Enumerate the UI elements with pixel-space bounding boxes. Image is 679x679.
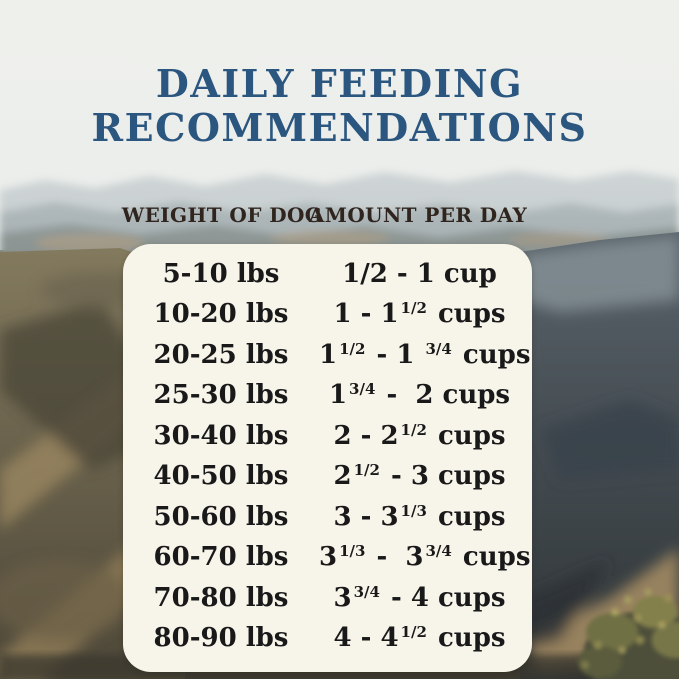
weight-cell: 50-60 lbs (153, 501, 289, 532)
table-row (123, 381, 520, 411)
fraction-superscript: 1/2 (400, 420, 427, 439)
table-row (123, 300, 520, 330)
amount-text: 1 (328, 380, 348, 411)
amount-text: 3 (333, 582, 352, 613)
amount-text: - 3 cups (381, 461, 506, 492)
amount-text: 1/2 - 1 cup (342, 258, 497, 289)
column-headers (0, 203, 679, 229)
amount-text: cups (428, 420, 506, 451)
fraction-superscript: 1/3 (339, 542, 366, 561)
amount-cell (319, 503, 520, 533)
amount-text: - 1 (367, 339, 424, 370)
table-row (123, 584, 520, 614)
amount-text: 4 - 4 (333, 623, 399, 654)
amount-cell (319, 260, 520, 290)
weight-cell: 10-20 lbs (153, 299, 289, 330)
amount-cell (319, 341, 530, 371)
fraction-superscript: 3/4 (353, 582, 380, 601)
amount-text: 1 (319, 339, 338, 370)
amount-text: cups (428, 501, 506, 532)
amount-text: - 3 (367, 542, 424, 573)
table-row (123, 339, 531, 371)
weight-cell: 30-40 lbs (153, 420, 289, 451)
fraction-superscript: 3/4 (425, 542, 452, 561)
column-header-amount: AMOUNT PER DAY (308, 203, 528, 227)
amount-text: cups (428, 299, 506, 330)
amount-cell (319, 624, 520, 654)
amount-cell (319, 381, 520, 411)
amount-cell (319, 584, 520, 614)
weight-cell: 40-50 lbs (153, 461, 289, 492)
fraction-superscript: 1/2 (339, 339, 366, 358)
table-row (123, 542, 531, 573)
amount-text: 2 - 2 (333, 420, 399, 451)
amount-text: - 2 cups (377, 380, 511, 411)
title-line-2: RECOMMENDATIONS (91, 104, 588, 150)
weight-cell: 80-90 lbs (153, 623, 289, 654)
amount-text: - 4 cups (381, 582, 506, 613)
amount-text: cups (428, 623, 506, 654)
page-title (0, 62, 679, 149)
weight-cell: 5-10 lbs (162, 258, 280, 289)
amount-text: 1 - 1 (333, 299, 399, 330)
amount-text: cups (453, 339, 531, 370)
amount-cell (319, 462, 520, 492)
amount-cell (319, 422, 520, 452)
title-line-1: DAILY FEEDING (155, 61, 524, 106)
amount-text: cups (453, 542, 531, 573)
weight-cell: 20-25 lbs (153, 339, 289, 370)
table-row (123, 422, 520, 452)
weight-cell: 70-80 lbs (153, 582, 289, 613)
table-row (123, 503, 520, 533)
column-header-weight: WEIGHT OF DOG (121, 203, 323, 227)
amount-cell (319, 543, 530, 573)
feeding-table (123, 244, 532, 672)
fraction-superscript: 3/4 (425, 339, 452, 358)
amount-text: 3 (319, 542, 338, 573)
weight-cell: 25-30 lbs (153, 380, 289, 411)
fraction-superscript: 1/3 (400, 501, 427, 520)
weight-cell: 60-70 lbs (153, 542, 289, 573)
fraction-superscript: 3/4 (349, 380, 376, 399)
amount-text: 2 (333, 461, 352, 492)
amount-cell (319, 300, 520, 330)
table-row (123, 260, 520, 290)
fraction-superscript: 1/2 (400, 623, 427, 642)
fraction-superscript: 1/2 (353, 461, 380, 480)
table-row (123, 624, 520, 654)
table-row (123, 462, 520, 492)
amount-text: 3 - 3 (333, 501, 399, 532)
fraction-superscript: 1/2 (400, 299, 427, 318)
